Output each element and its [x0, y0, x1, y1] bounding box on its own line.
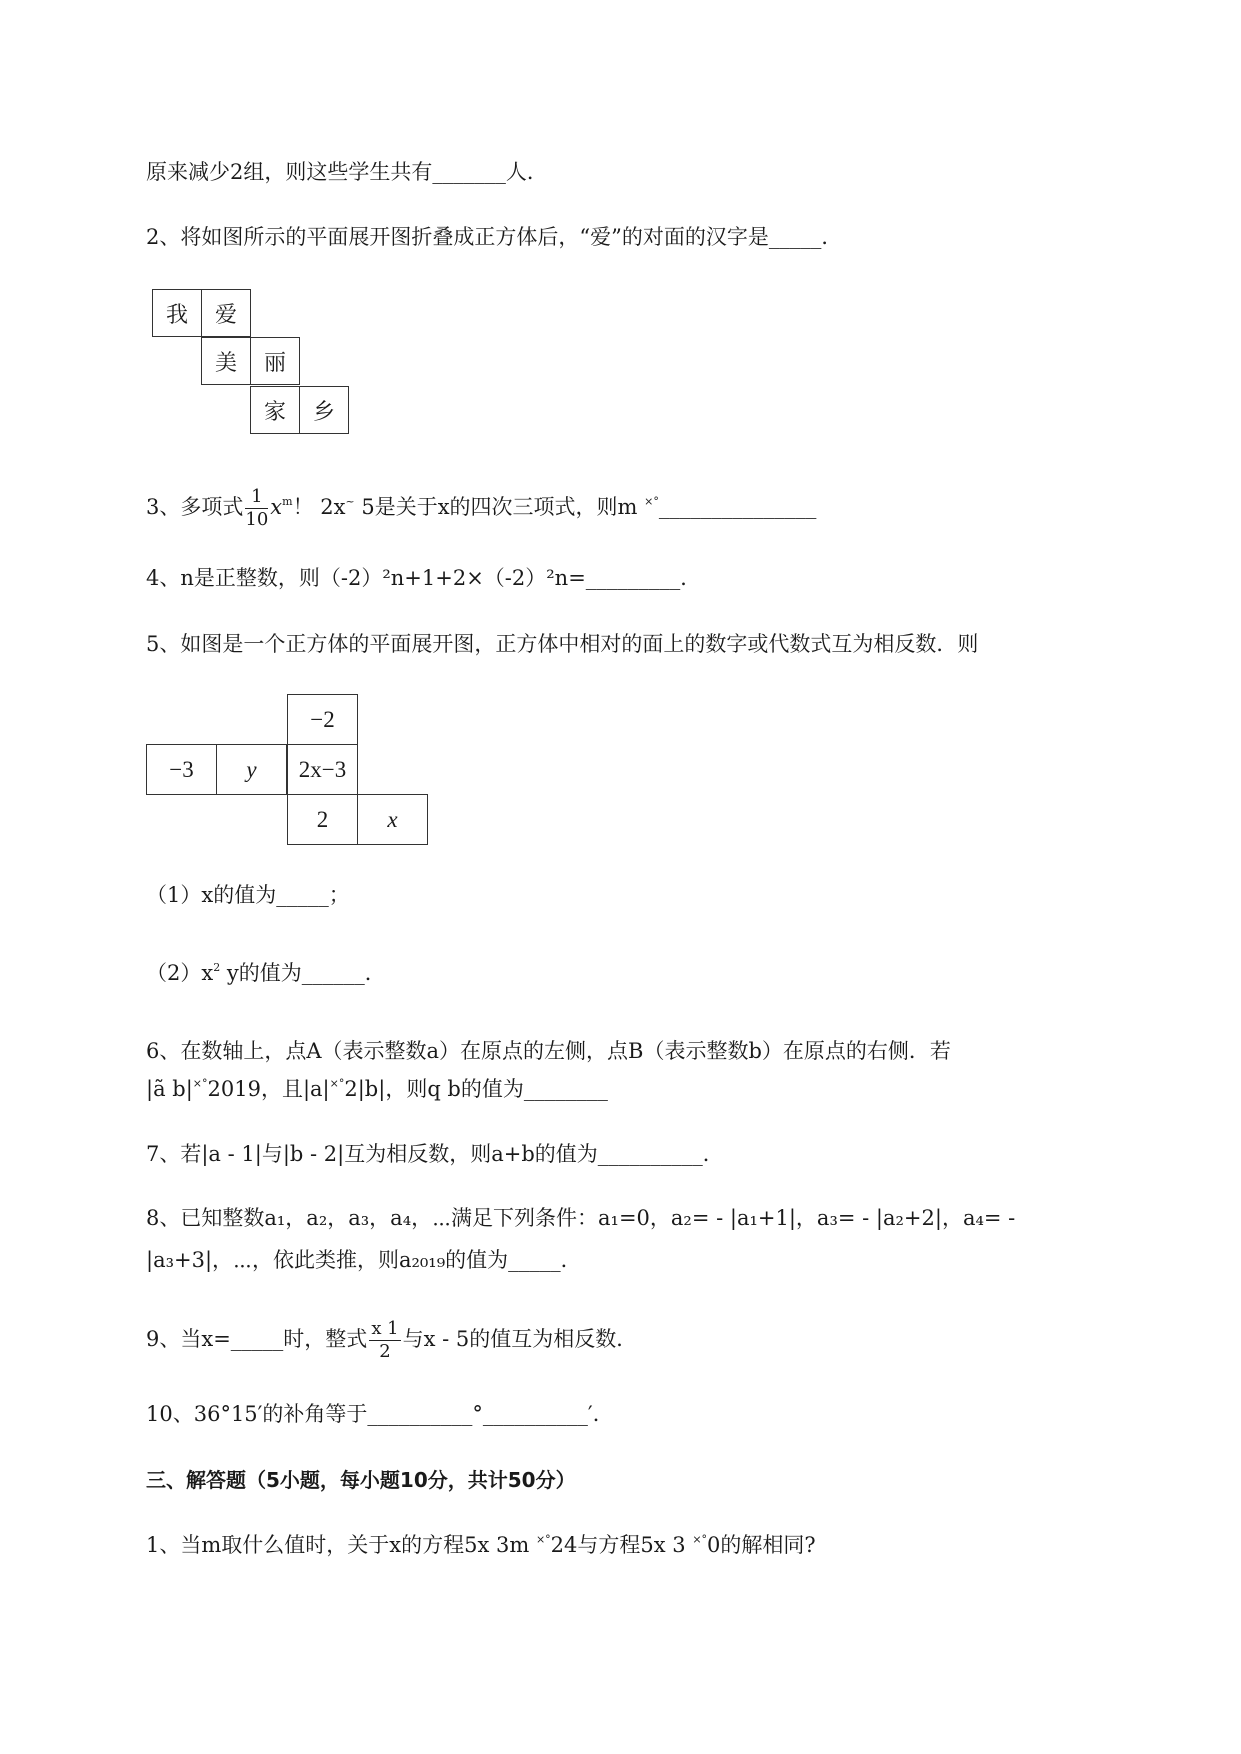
question-6: 6、在数轴上，点A（表示整数a）在原点的左侧，点B（表示整数b）在原点的右侧．若	[146, 1039, 951, 1063]
net-cell: −3	[146, 744, 217, 795]
superscript: ×°	[535, 1533, 551, 1546]
net-cell: 爱	[201, 289, 251, 337]
text-run: 2019，且|a|	[207, 1077, 330, 1101]
question-8-line-2: |a₃+3|，⋯，依此类推，则a₂₀₁₉的值为_____．	[146, 1248, 582, 1272]
fraction-numerator: 1	[245, 486, 268, 509]
superscript: 2	[213, 961, 221, 974]
answer-blank: _______________	[658, 495, 817, 519]
fraction-denominator: 10	[245, 509, 269, 530]
question-7: 7、若|a - 1|与|b - 2|互为相反数，则a+b的值为__________．	[146, 1142, 724, 1166]
text-run: 0的解相同?	[707, 1533, 816, 1557]
section-3-question-1	[146, 1530, 816, 1564]
question-6-line-2	[146, 1074, 608, 1108]
net-cell: 美	[201, 337, 251, 385]
fraction-numerator: x 1	[371, 1318, 399, 1339]
text-run: 24与方程5x 3	[550, 1533, 693, 1557]
text-line: 原来减少2组，则这些学生共有_______人．	[146, 160, 548, 184]
net-cell: y	[216, 744, 287, 795]
net-cell: 家	[250, 386, 300, 434]
text-run: y的值为______．	[220, 961, 386, 985]
net-cell: x	[357, 794, 428, 845]
superscript: ×°	[692, 1533, 708, 1546]
text-run: 3、多项式	[146, 495, 244, 519]
text-run: x	[270, 495, 283, 519]
question-4: 4、n是正整数，则（-2）²n+1+2×（-2）²n=_________．	[146, 566, 702, 590]
question-9	[146, 1318, 637, 1363]
text-run: 与x - 5的值互为相反数．	[402, 1327, 638, 1351]
question-5-part-2	[146, 958, 386, 992]
question-3	[146, 486, 816, 531]
fraction-denominator: 2	[379, 1341, 391, 1362]
net-cell: 我	[152, 289, 202, 337]
superscript: ×°	[329, 1077, 345, 1090]
question-5-part-1: （1）x的值为_____；	[146, 883, 350, 907]
superscript: ~	[345, 495, 355, 508]
question-2: 2、将如图所示的平面展开图折叠成正方体后，“爱”的对面的汉字是_____．	[146, 225, 843, 249]
text-run: 2|b|，则q b的值为________	[344, 1077, 608, 1101]
net-cell: 丽	[250, 337, 300, 385]
text-run: ！ 2x	[292, 495, 346, 519]
text-run: |ã b|	[146, 1077, 193, 1101]
superscript: ×°	[644, 495, 659, 508]
superscript: ×°	[192, 1077, 208, 1090]
text-run: （2）x	[146, 961, 214, 985]
net-cell: 2	[287, 794, 358, 845]
text-run: 1、当m取什么值时，关于x的方程5x 3m	[146, 1533, 536, 1557]
question-5: 5、如图是一个正方体的平面展开图，正方体中相对的面上的数字或代数式互为相反数．则	[146, 632, 979, 656]
net-cell: 乡	[299, 386, 349, 434]
question-8: 8、已知整数a₁，a₂，a₃，a₄，⋯满足下列条件：a₁=0，a₂= - |a₁+1|，a₃= - |a₂+2|，a₄= -	[146, 1206, 1016, 1230]
fraction	[369, 1318, 400, 1363]
section-heading: 三、解答题（5小题，每小题10分，共计50分）	[146, 1468, 576, 1492]
superscript: m	[282, 495, 293, 508]
fraction	[245, 486, 268, 531]
net-cell: 2x−3	[287, 744, 358, 795]
text-run: 9、当x=_____时，整式	[146, 1327, 368, 1351]
net-cell: −2	[287, 694, 358, 745]
question-10: 10、36°15′的补角等于__________°__________′．	[146, 1402, 614, 1426]
text-run: 5是关于x的四次三项式，则m	[354, 495, 645, 519]
